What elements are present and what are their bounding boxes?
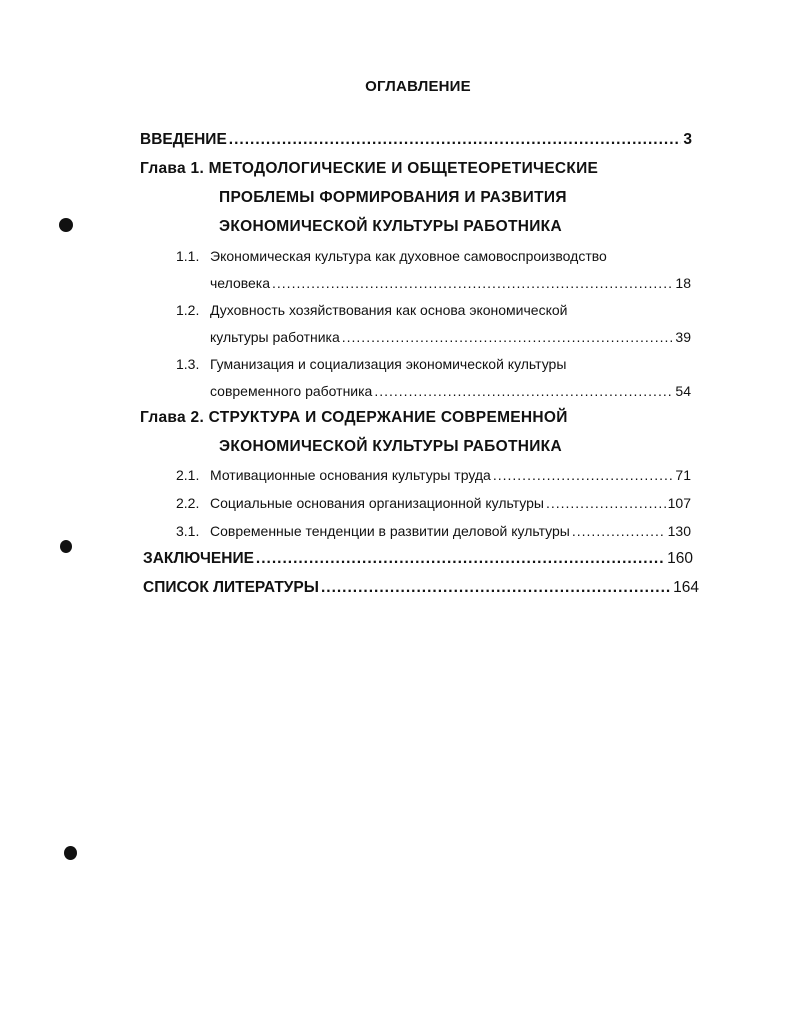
toc-entry-label: ЗАКЛЮЧЕНИЕ — [143, 550, 254, 567]
section-title-cont: человека — [210, 275, 271, 291]
section-title[interactable]: Гуманизация и социализация экономической культуры — [210, 356, 567, 372]
toc-page-number: 164 — [673, 579, 699, 596]
dot-leader — [374, 383, 673, 399]
toc-entry-1-1[interactable] — [210, 275, 691, 291]
section-title-cont: современного работника — [210, 383, 373, 399]
toc-page-number: 130 — [667, 523, 691, 539]
section-number: 1.2. — [176, 302, 200, 318]
chapter-1-title-cont: ЭКОНОМИЧЕСКОЙ КУЛЬТУРЫ РАБОТНИКА — [219, 218, 562, 235]
toc-entry-intro[interactable] — [140, 131, 692, 149]
chapter-2-title-cont: ЭКОНОМИЧЕСКОЙ КУЛЬТУРЫ РАБОТНИКА — [219, 438, 562, 455]
dot-leader — [493, 467, 674, 483]
toc-page-number: 3 — [683, 131, 692, 148]
section-number: 1.3. — [176, 356, 200, 372]
section-title: Современные тенденции в развитии деловой культуры — [210, 523, 570, 539]
dot-leader — [272, 275, 673, 291]
section-title[interactable]: Экономическая культура как духовное самовоспроизводство — [210, 248, 607, 264]
toc-entry-conclusion[interactable] — [143, 550, 693, 568]
dot-leader — [572, 523, 666, 539]
toc-page-number: 18 — [675, 275, 691, 291]
section-number: 3.1. — [176, 523, 200, 539]
toc-entry-1-3[interactable] — [210, 383, 691, 399]
section-title: Социальные основания организационной культуры — [210, 495, 544, 511]
toc-page-number: 160 — [667, 550, 693, 567]
toc-entry-1-2[interactable] — [210, 329, 691, 345]
chapter-2-title[interactable]: Глава 2. СТРУКТУРА И СОДЕРЖАНИЕ СОВРЕМЕННОЙ — [140, 409, 568, 426]
toc-entry-2-2[interactable] — [210, 495, 691, 511]
toc-page-number: 107 — [667, 495, 691, 511]
punch-hole-mark — [59, 218, 73, 232]
dot-leader — [321, 579, 671, 597]
punch-hole-mark — [64, 846, 77, 860]
toc-entry-label: СПИСОК ЛИТЕРАТУРЫ — [143, 579, 319, 596]
toc-entry-3-1[interactable] — [210, 523, 691, 539]
dot-leader — [546, 495, 666, 511]
chapter-1-title-cont: ПРОБЛЕМЫ ФОРМИРОВАНИЯ И РАЗВИТИЯ — [219, 189, 567, 206]
punch-hole-mark — [60, 540, 72, 553]
toc-entry-bibliography[interactable] — [143, 579, 699, 597]
section-number: 1.1. — [176, 248, 200, 264]
section-title[interactable]: Духовность хозяйствования как основа экономической — [210, 302, 568, 318]
section-number: 2.1. — [176, 467, 200, 483]
section-title: Мотивационные основания культуры труда — [210, 467, 491, 483]
chapter-1-title[interactable]: Глава 1. МЕТОДОЛОГИЧЕСКИЕ И ОБЩЕТЕОРЕТИЧЕСКИЕ — [140, 160, 599, 177]
toc-page-number: 39 — [675, 329, 691, 345]
toc-page-number: 71 — [675, 467, 691, 483]
section-number: 2.2. — [176, 495, 200, 511]
section-title-cont: культуры работника — [210, 329, 340, 345]
dot-leader — [256, 550, 665, 568]
toc-entry-label: ВВЕДЕНИЕ — [140, 131, 227, 148]
page-title: ОГЛАВЛЕНИЕ — [365, 78, 471, 95]
toc-page-number: 54 — [675, 383, 691, 399]
dot-leader — [229, 131, 682, 149]
toc-entry-2-1[interactable] — [210, 467, 691, 483]
dot-leader — [342, 329, 674, 345]
